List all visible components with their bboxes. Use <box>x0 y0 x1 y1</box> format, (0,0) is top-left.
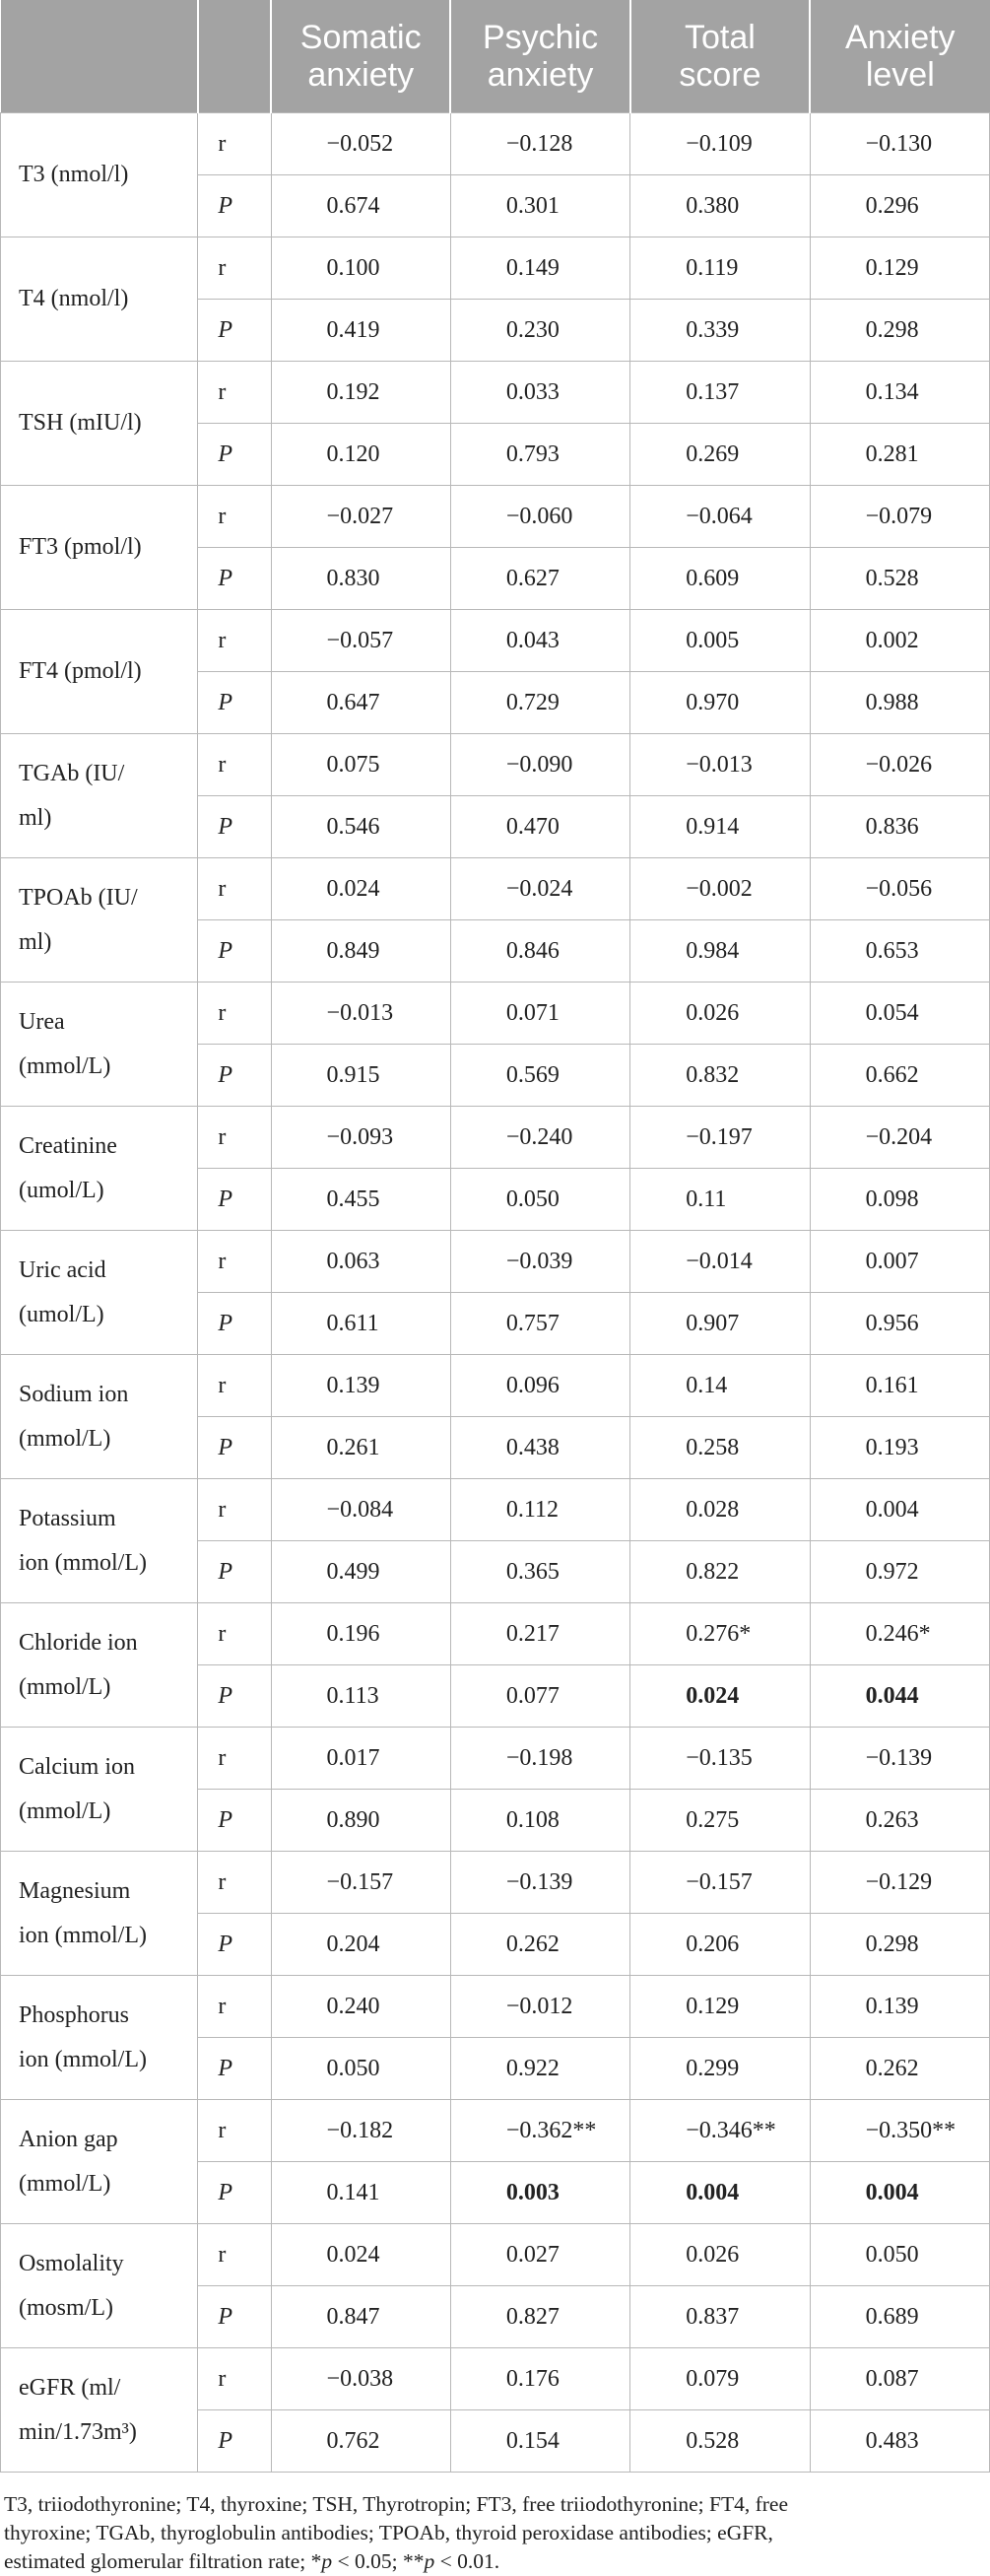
table-row <box>1 1852 990 1914</box>
variable-label-line: ion (mmol/L) <box>19 1922 147 1948</box>
r-value-cell: 0.161 <box>810 1355 989 1417</box>
r-value-cell: −0.157 <box>630 1852 810 1914</box>
p-value-cell: 0.044 <box>810 1665 989 1728</box>
variable-label-line: (mmol/L) <box>19 1052 111 1079</box>
r-value-cell: −0.014 <box>630 1231 810 1293</box>
p-value-cell: 0.141 <box>271 2162 450 2224</box>
p-value-cell: 0.890 <box>271 1790 450 1852</box>
stat-label-r: r <box>198 1976 271 2038</box>
header-anxiety-level <box>810 0 989 113</box>
variable-cell <box>1 2348 198 2473</box>
p-value-cell: 0.832 <box>630 1045 810 1107</box>
variable-label-line: TPOAb (IU/ <box>19 884 138 911</box>
stat-label-r: r <box>198 362 271 424</box>
r-value-cell: 0.129 <box>630 1976 810 2038</box>
variable-label-line: (mosm/L) <box>19 2294 113 2321</box>
stat-label-p: P <box>198 1045 271 1107</box>
footnote-line: T3, triiodothyronine; T4, thyroxine; TSH, Thyrotropin; FT3, free triiodothyronine; FT4, free <box>4 2492 788 2516</box>
r-value-cell: 0.050 <box>810 2224 989 2286</box>
r-value-cell: 0.004 <box>810 1479 989 1541</box>
variable-label-line: ml) <box>19 804 52 831</box>
r-value-cell: −0.182 <box>271 2100 450 2162</box>
p-value-cell: 0.907 <box>630 1293 810 1355</box>
p-value-cell: 0.647 <box>271 672 450 734</box>
table-row <box>1 2348 990 2410</box>
r-value-cell: 0.119 <box>630 237 810 300</box>
p-value-cell: 0.299 <box>630 2038 810 2100</box>
r-value-cell: −0.198 <box>450 1728 629 1790</box>
r-value-cell: 0.217 <box>450 1603 629 1665</box>
variable-label-line: (mmol/L) <box>19 1797 111 1824</box>
header-somatic-anxiety <box>271 0 450 113</box>
p-value-cell: 0.653 <box>810 920 989 983</box>
variable-label-line: Magnesium <box>19 1877 131 1904</box>
p-value-cell: 0.098 <box>810 1169 989 1231</box>
p-value-cell: 0.546 <box>271 796 450 858</box>
r-value-cell: 0.096 <box>450 1355 629 1417</box>
r-value-cell: −0.038 <box>271 2348 450 2410</box>
stat-label-p: P <box>198 300 271 362</box>
r-value-cell: 0.246* <box>810 1603 989 1665</box>
p-value-cell: 0.262 <box>810 2038 989 2100</box>
r-value-cell: 0.026 <box>630 983 810 1045</box>
table-row <box>1 1976 990 2038</box>
header-row <box>1 0 990 113</box>
stat-label-p: P <box>198 2038 271 2100</box>
stat-label-r: r <box>198 237 271 300</box>
header-line: score <box>679 56 761 94</box>
p-value-cell: 0.339 <box>630 300 810 362</box>
table-row <box>1 237 990 300</box>
p-value-cell: 0.528 <box>810 548 989 610</box>
r-value-cell: −0.024 <box>450 858 629 920</box>
r-value-cell: 0.196 <box>271 1603 450 1665</box>
stat-label-p: P <box>198 1914 271 1976</box>
stat-label-p: P <box>198 2286 271 2348</box>
variable-label-line: T4 (nmol/l) <box>19 286 129 311</box>
r-value-cell: 0.024 <box>271 2224 450 2286</box>
r-value-cell: 0.139 <box>271 1355 450 1417</box>
p-value-cell: 0.499 <box>271 1541 450 1603</box>
p-value-cell: 0.836 <box>810 796 989 858</box>
p-value-cell: 0.922 <box>450 2038 629 2100</box>
variable-cell <box>1 983 198 1107</box>
stat-label-r: r <box>198 1603 271 1665</box>
variable-cell <box>1 1231 198 1355</box>
p-value-cell: 0.003 <box>450 2162 629 2224</box>
p-value-cell: 0.830 <box>271 548 450 610</box>
footnote-line <box>4 2547 986 2576</box>
r-value-cell: −0.052 <box>271 113 450 175</box>
p-value-cell: 0.455 <box>271 1169 450 1231</box>
stat-label-p: P <box>198 2410 271 2473</box>
p-value-cell: 0.762 <box>271 2410 450 2473</box>
table-row <box>1 1603 990 1665</box>
stat-label-r: r <box>198 486 271 548</box>
stat-label-r: r <box>198 2100 271 2162</box>
header-statistic <box>198 0 271 113</box>
r-value-cell: −0.027 <box>271 486 450 548</box>
header-total-score <box>630 0 810 113</box>
p-value-cell: 0.004 <box>810 2162 989 2224</box>
variable-label-line: FT4 (pmol/l) <box>19 658 142 684</box>
r-value-cell: 0.087 <box>810 2348 989 2410</box>
p-value-cell: 0.261 <box>271 1417 450 1479</box>
p-value-cell: 0.611 <box>271 1293 450 1355</box>
stat-label-r: r <box>198 1479 271 1541</box>
r-value-cell: −0.056 <box>810 858 989 920</box>
variable-cell <box>1 486 198 610</box>
p-value-cell: 0.365 <box>450 1541 629 1603</box>
variable-cell <box>1 1107 198 1231</box>
p-value-cell: 0.914 <box>630 796 810 858</box>
p-value-cell: 0.154 <box>450 2410 629 2473</box>
r-value-cell: −0.002 <box>630 858 810 920</box>
variable-cell <box>1 1852 198 1976</box>
variable-label-line: (umol/L) <box>19 1177 104 1203</box>
r-value-cell: −0.128 <box>450 113 629 175</box>
table-footnote <box>0 2473 990 2576</box>
r-value-cell: 0.149 <box>450 237 629 300</box>
p-value-cell: 0.263 <box>810 1790 989 1852</box>
p-value-cell: 0.262 <box>450 1914 629 1976</box>
header-psychic-anxiety <box>450 0 629 113</box>
variable-label-line: Anion gap <box>19 2126 118 2152</box>
table-row <box>1 1355 990 1417</box>
stat-label-r: r <box>198 1107 271 1169</box>
variable-cell <box>1 1728 198 1852</box>
r-value-cell: −0.013 <box>630 734 810 796</box>
p-value-cell: 0.258 <box>630 1417 810 1479</box>
r-value-cell: −0.204 <box>810 1107 989 1169</box>
variable-label-line: (mmol/L) <box>19 1425 111 1452</box>
header-line: level <box>865 56 935 94</box>
table-row <box>1 1728 990 1790</box>
r-value-cell: −0.026 <box>810 734 989 796</box>
variable-label-line: Calcium ion <box>19 1753 135 1780</box>
variable-cell <box>1 734 198 858</box>
p-value-cell: 0.275 <box>630 1790 810 1852</box>
stat-label-p: P <box>198 672 271 734</box>
variable-cell <box>1 113 198 237</box>
p-value-cell: 0.419 <box>271 300 450 362</box>
header-line: Somatic <box>299 19 422 56</box>
variable-label-line: Uric acid <box>19 1256 106 1283</box>
table-body <box>1 113 990 2473</box>
variable-label-line: ion (mmol/L) <box>19 2046 147 2072</box>
variable-label-line: min/1.73m³) <box>19 2418 137 2445</box>
r-value-cell: 0.043 <box>450 610 629 672</box>
p-value-cell: 0.11 <box>630 1169 810 1231</box>
r-value-cell: −0.362** <box>450 2100 629 2162</box>
stat-label-p: P <box>198 1417 271 1479</box>
p-value-cell: 0.915 <box>271 1045 450 1107</box>
r-value-cell: 0.054 <box>810 983 989 1045</box>
variable-label-line: eGFR (ml/ <box>19 2374 121 2401</box>
stat-label-p: P <box>198 424 271 486</box>
variable-label-line: TGAb (IU/ <box>19 760 125 786</box>
r-value-cell: 0.14 <box>630 1355 810 1417</box>
table-row <box>1 1231 990 1293</box>
r-value-cell: −0.060 <box>450 486 629 548</box>
r-value-cell: 0.134 <box>810 362 989 424</box>
header-line: Total <box>685 19 756 56</box>
p-value-cell: 0.298 <box>810 300 989 362</box>
table-row <box>1 486 990 548</box>
variable-cell <box>1 237 198 362</box>
footnote-line: thyroxine; TGAb, thyroglobulin antibodies; TPOAb, thyroid peroxidase antibodies; eGFR, <box>4 2521 773 2544</box>
variable-label-line: (mmol/L) <box>19 2170 111 2197</box>
table-row <box>1 2100 990 2162</box>
variable-cell <box>1 1603 198 1728</box>
p-value-cell: 0.004 <box>630 2162 810 2224</box>
variable-cell <box>1 2100 198 2224</box>
r-value-cell: 0.017 <box>271 1728 450 1790</box>
p-value-cell: 0.296 <box>810 175 989 237</box>
header-line: Anxiety <box>845 19 956 56</box>
footnote-text: < 0.01. <box>434 2549 500 2573</box>
p-value-cell: 0.301 <box>450 175 629 237</box>
variable-label-line: ml) <box>19 928 52 955</box>
r-value-cell: 0.007 <box>810 1231 989 1293</box>
r-value-cell: 0.139 <box>810 1976 989 2038</box>
variable-cell <box>1 858 198 983</box>
table-row <box>1 1107 990 1169</box>
stat-label-r: r <box>198 858 271 920</box>
r-value-cell: 0.112 <box>450 1479 629 1541</box>
stat-label-p: P <box>198 1790 271 1852</box>
r-value-cell: −0.013 <box>271 983 450 1045</box>
r-value-cell: −0.157 <box>271 1852 450 1914</box>
p-value-cell: 0.988 <box>810 672 989 734</box>
p-value-cell: 0.113 <box>271 1665 450 1728</box>
stat-label-p: P <box>198 1541 271 1603</box>
p-value-cell: 0.847 <box>271 2286 450 2348</box>
r-value-cell: 0.276* <box>630 1603 810 1665</box>
r-value-cell: −0.109 <box>630 113 810 175</box>
r-value-cell: −0.057 <box>271 610 450 672</box>
variable-label-line: Urea <box>19 1008 65 1035</box>
stat-label-p: P <box>198 1169 271 1231</box>
stat-label-p: P <box>198 548 271 610</box>
p-value-cell: 0.077 <box>450 1665 629 1728</box>
variable-label-line: Osmolality <box>19 2250 124 2276</box>
r-value-cell: −0.084 <box>271 1479 450 1541</box>
p-value-cell: 0.050 <box>450 1169 629 1231</box>
stat-label-r: r <box>198 1728 271 1790</box>
r-value-cell: −0.079 <box>810 486 989 548</box>
p-value-cell: 0.757 <box>450 1293 629 1355</box>
r-value-cell: 0.079 <box>630 2348 810 2410</box>
r-value-cell: 0.028 <box>630 1479 810 1541</box>
r-value-cell: 0.002 <box>810 610 989 672</box>
variable-label-line: (umol/L) <box>19 1301 104 1327</box>
p-value-cell: 0.528 <box>630 2410 810 2473</box>
variable-cell <box>1 2224 198 2348</box>
r-value-cell: −0.012 <box>450 1976 629 2038</box>
r-value-cell: 0.192 <box>271 362 450 424</box>
r-value-cell: −0.139 <box>450 1852 629 1914</box>
r-value-cell: −0.090 <box>450 734 629 796</box>
variable-label-line: TSH (mIU/l) <box>19 410 142 436</box>
r-value-cell: 0.075 <box>271 734 450 796</box>
variable-cell <box>1 1479 198 1603</box>
r-value-cell: −0.093 <box>271 1107 450 1169</box>
variable-cell <box>1 1355 198 1479</box>
header-variable <box>1 0 198 113</box>
r-value-cell: 0.071 <box>450 983 629 1045</box>
r-value-cell: 0.024 <box>271 858 450 920</box>
r-value-cell: −0.039 <box>450 1231 629 1293</box>
p-value-cell: 0.024 <box>630 1665 810 1728</box>
r-value-cell: −0.064 <box>630 486 810 548</box>
p-value-cell: 0.050 <box>271 2038 450 2100</box>
p-value-cell: 0.972 <box>810 1541 989 1603</box>
r-value-cell: 0.005 <box>630 610 810 672</box>
footnote-text: < 0.05; ** <box>332 2549 425 2573</box>
stat-label-r: r <box>198 1355 271 1417</box>
p-value-cell: 0.822 <box>630 1541 810 1603</box>
stat-label-r: r <box>198 1231 271 1293</box>
table-row <box>1 2224 990 2286</box>
header-line: Psychic <box>483 19 599 56</box>
r-value-cell: 0.033 <box>450 362 629 424</box>
r-value-cell: −0.350** <box>810 2100 989 2162</box>
p-value-cell: 0.689 <box>810 2286 989 2348</box>
footnote-text: estimated glomerular filtration rate; * <box>4 2549 322 2573</box>
variable-label-line: Chloride ion <box>19 1629 138 1656</box>
r-value-cell: −0.129 <box>810 1852 989 1914</box>
stat-label-r: r <box>198 983 271 1045</box>
r-value-cell: 0.137 <box>630 362 810 424</box>
p-value-cell: 0.984 <box>630 920 810 983</box>
header-line: anxiety <box>307 56 415 94</box>
p-value-cell: 0.269 <box>630 424 810 486</box>
variable-label-line: Phosphorus <box>19 2001 130 2028</box>
p-value-cell: 0.569 <box>450 1045 629 1107</box>
r-value-cell: −0.197 <box>630 1107 810 1169</box>
p-value-cell: 0.729 <box>450 672 629 734</box>
p-value-cell: 0.206 <box>630 1914 810 1976</box>
stat-label-p: P <box>198 175 271 237</box>
p-value-cell: 0.298 <box>810 1914 989 1976</box>
r-value-cell: 0.063 <box>271 1231 450 1293</box>
stat-label-r: r <box>198 1852 271 1914</box>
stat-label-r: r <box>198 610 271 672</box>
footnote-p-symbol: p <box>424 2549 435 2573</box>
p-value-cell: 0.193 <box>810 1417 989 1479</box>
p-value-cell: 0.204 <box>271 1914 450 1976</box>
variable-cell <box>1 1976 198 2100</box>
stat-label-r: r <box>198 2224 271 2286</box>
p-value-cell: 0.108 <box>450 1790 629 1852</box>
r-value-cell: −0.240 <box>450 1107 629 1169</box>
stat-label-p: P <box>198 2162 271 2224</box>
p-value-cell: 0.849 <box>271 920 450 983</box>
variable-label-line: FT3 (pmol/l) <box>19 534 142 560</box>
p-value-cell: 0.230 <box>450 300 629 362</box>
variable-label-line: Sodium ion <box>19 1381 129 1407</box>
stat-label-r: r <box>198 2348 271 2410</box>
table-row <box>1 113 990 175</box>
p-value-cell: 0.827 <box>450 2286 629 2348</box>
p-value-cell: 0.609 <box>630 548 810 610</box>
p-value-cell: 0.674 <box>271 175 450 237</box>
r-value-cell: 0.176 <box>450 2348 629 2410</box>
stat-label-p: P <box>198 1665 271 1728</box>
p-value-cell: 0.627 <box>450 548 629 610</box>
table-row <box>1 858 990 920</box>
p-value-cell: 0.120 <box>271 424 450 486</box>
variable-cell <box>1 610 198 734</box>
stat-label-p: P <box>198 920 271 983</box>
p-value-cell: 0.483 <box>810 2410 989 2473</box>
p-value-cell: 0.793 <box>450 424 629 486</box>
variable-label-line: (mmol/L) <box>19 1673 111 1700</box>
r-value-cell: 0.100 <box>271 237 450 300</box>
table-row <box>1 1479 990 1541</box>
stat-label-r: r <box>198 113 271 175</box>
variable-label-line: Creatinine <box>19 1132 117 1159</box>
p-value-cell: 0.970 <box>630 672 810 734</box>
table-row <box>1 362 990 424</box>
variable-label-line: Potassium <box>19 1505 116 1531</box>
stat-label-p: P <box>198 796 271 858</box>
p-value-cell: 0.846 <box>450 920 629 983</box>
table-row <box>1 983 990 1045</box>
table-row <box>1 610 990 672</box>
footnote-p-symbol: p <box>321 2549 333 2573</box>
r-value-cell: 0.129 <box>810 237 989 300</box>
variable-cell <box>1 362 198 486</box>
variable-label-line: ion (mmol/L) <box>19 1549 147 1576</box>
stat-label-p: P <box>198 1293 271 1355</box>
header-line: anxiety <box>487 56 594 94</box>
r-value-cell: −0.139 <box>810 1728 989 1790</box>
p-value-cell: 0.470 <box>450 796 629 858</box>
r-value-cell: 0.026 <box>630 2224 810 2286</box>
p-value-cell: 0.837 <box>630 2286 810 2348</box>
p-value-cell: 0.662 <box>810 1045 989 1107</box>
r-value-cell: −0.346** <box>630 2100 810 2162</box>
r-value-cell: −0.135 <box>630 1728 810 1790</box>
p-value-cell: 0.281 <box>810 424 989 486</box>
r-value-cell: 0.240 <box>271 1976 450 2038</box>
r-value-cell: −0.130 <box>810 113 989 175</box>
r-value-cell: 0.027 <box>450 2224 629 2286</box>
p-value-cell: 0.380 <box>630 175 810 237</box>
variable-label-line: T3 (nmol/l) <box>19 162 129 187</box>
p-value-cell: 0.956 <box>810 1293 989 1355</box>
p-value-cell: 0.438 <box>450 1417 629 1479</box>
table-row <box>1 734 990 796</box>
stat-label-r: r <box>198 734 271 796</box>
